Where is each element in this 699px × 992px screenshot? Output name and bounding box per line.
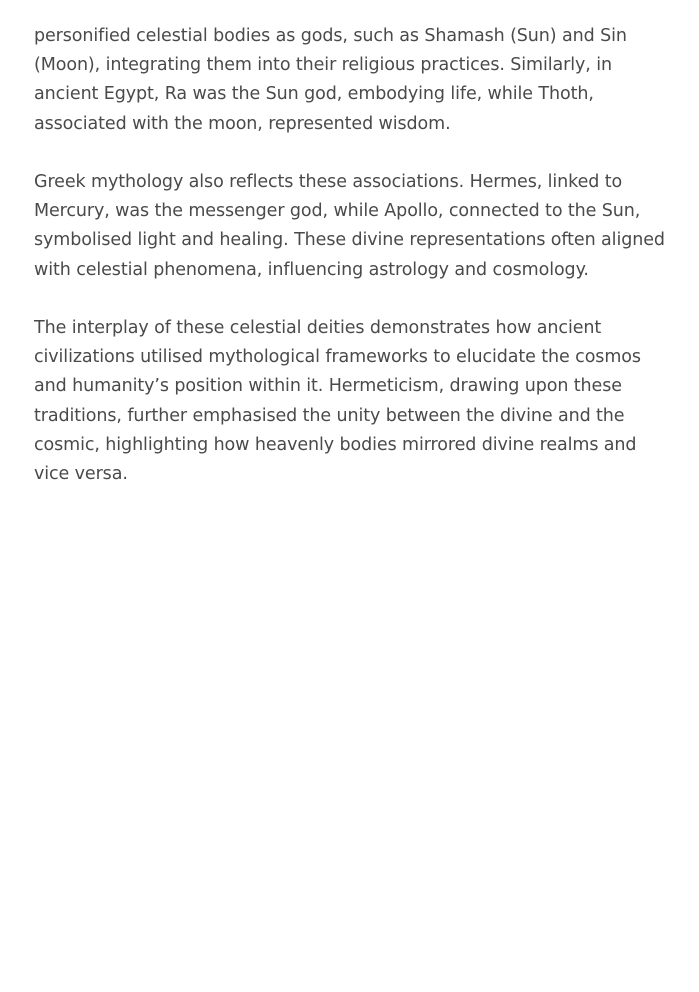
paragraph-hermeticism: The interplay of these celestial deities demonstrates how ancient civilizations utilised mythological frameworks to elucidate the cosmos and humanity’s position within it. Hermeticism, drawing upon these traditions, further emphasised the unity between the divine and the cosmic, highlighting how heavenly bodies mirrored divine realms and vice versa. [34,318,641,485]
paragraph-mesopotamia-egypt: personified celestial bodies as gods, such as Shamash (Sun) and Sin (Moon), integrating them into their religious practices. Similarly, in ancient Egypt, Ra was the Sun god, embodying life, while Thoth, associated with the moon, represented wisdom. [34,26,627,134]
article-body [34,22,674,518]
paragraph-greek-mythology: Greek mythology also reflects these associations. Hermes, linked to Mercury, was the messenger god, while Apollo, connected to the Sun, symbolised light and healing. These divine representations often aligned with celestial phenomena, influencing astrology and cosmology. [34,172,665,280]
